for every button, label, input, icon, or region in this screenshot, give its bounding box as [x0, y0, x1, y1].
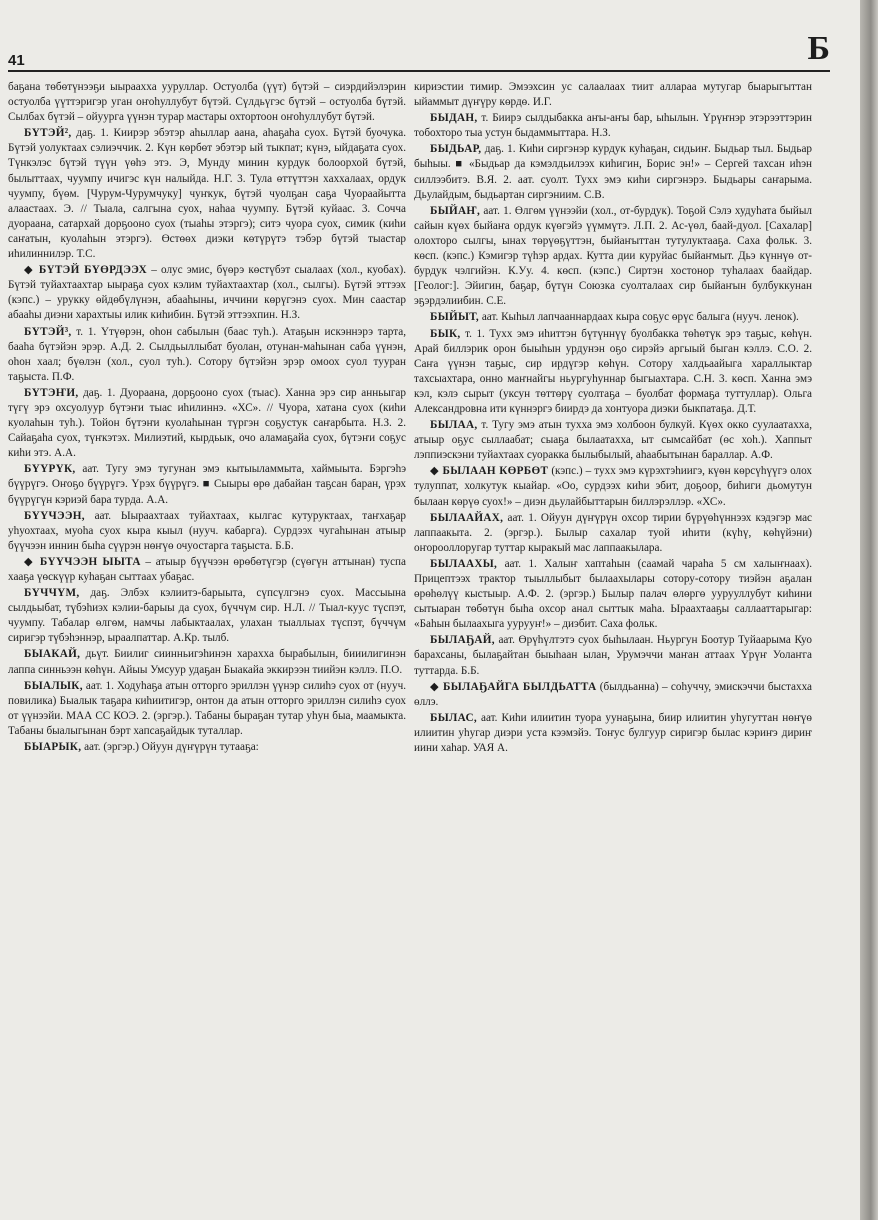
right-column: [414, 80, 812, 1210]
dictionary-entry: [414, 511, 812, 556]
phrase-entry: [414, 680, 812, 710]
entry-text: даҕ. Элбэх кэлиитэ-барыыта, сүпсүлгэнэ суох. Массыына сылдьыбат, түбэһиэх кэлии-барыы да суох, бүччүм сир. Н.Л. // Тыал-куус түспэт, чуумпу. Табалар өлгөм, намчы лабыктаалах, улахан тыаллыах түспэт, бүччүм сиригэр түбэһэннэр, ыраалпаттар. А.Кр. тылб.: [8, 587, 406, 645]
entry-headword: ◆ БҮТЭЙ БҮӨРДЭЭХ: [24, 264, 147, 277]
entry-headword: БЫАКАЙ,: [24, 648, 81, 661]
entry-headword: БЫЙАҤ,: [430, 204, 481, 217]
entry-headword: БЫК,: [430, 327, 461, 340]
entry-text: – олус эмис, бүөрэ көстүбэт сыалаах (хол., куобах). Бүтэй туйахтаахтар ыыраҕа суох кэлим туйахтаахтар (хол., сылгы). Бүтэй эттээх (кэпс.) – урукку өйдөбүлүнэн, абааһыны, иччини көрүгэнэ суох. Мин саастар абааһы диэни харахтыы илик киһибин. Бүтэй эттээхпин. Н.З.: [8, 264, 406, 322]
entry-text: аат. Киһи илиитин туора уунаҕына, биир илиитин уһугуттан нөҥүө илиитин уһугар диэри уста кээмэйэ. Тоҥус булгуур сиригэр былас кэриҥэ дириҥ иини хаһар. УАЯ А.: [414, 711, 812, 755]
entry-text: аат. Ыыраахтаах туйахтаах, кылгас кутуруктаах, таҥхаҕар уһуохтаах, муоһа суох кыра кыыл (нууч. кабарга). Сурдээх чугаһынан атыыр бүүчээн иннин быһа сүүрэн нөҥүө очуостарга таҕыста. Б.Б.: [8, 509, 406, 552]
dictionary-entry: [414, 111, 812, 141]
dictionary-entry: [8, 679, 406, 739]
entry-headword: БЫЙЫТ,: [430, 311, 480, 324]
dictionary-entry: [414, 633, 812, 678]
entry-headword: ◆ БЫЛААН КӨРБӨТ: [430, 465, 549, 478]
dictionary-entry: [414, 711, 812, 756]
dictionary-entry: [8, 80, 406, 125]
dictionary-entry: [8, 462, 406, 507]
entry-text: (кэпс.) – тухх эмэ күрэхтэһиигэ, күөн көрсүһүүгэ олох тулуппат, холкутук кыайар. «Оо, сурдээх киһи эбит, доҕоор, биһиги дьомутун былаан көрүө суох!» – диэн дьулайбыттарын биллэрэллэр. «ХС».: [414, 465, 812, 508]
entry-text: аат. Тугу эмэ тугунан эмэ кытыыламмыта, хаймыыта. Бэргэһэ бүүрүгэ. Оҥоҕо бүүрүгэ. Үрэх бүүрүгэ. ■ Сыыры өрө дабайан таҕсан баран, үрэх бүүрүгүн кэриэй бара турда. А.А.: [8, 463, 406, 506]
header-rule: [8, 70, 830, 72]
dictionary-entry: [8, 586, 406, 646]
entry-text: аат. 1. Ойуун дүҥүрүн охсор тирии бүрүөһүннээх кэдэгэр мас лаппаакыта. 2. (эргэр.). Былыр сахалар туой иһити (күһү, көһүйэни) оҥорооллоругар туттар кыракый мас лаппаакылара.: [414, 511, 812, 554]
entry-text: аат. (эргэр.) Ойуун дүҥүрүн тутааҕа:: [84, 741, 259, 754]
dictionary-entry: [8, 509, 406, 554]
phrase-entry: [414, 464, 812, 509]
entry-text: т. 1. Тухх эмэ иһиттэн бүтүннүү буолбакка төһөтүк эрэ таҕыс, көһүн. Арай биллэрик орон быыһын урдунэн оҕо сирэйэ аргыый быган кэллэ. С.О. 2. Саҥа үүнэн таҕыс, сир ирдүгэр көһүн. Сотору халдьаайыга хараллыктар тахсыахтара, онно маҥнайгы ньургуһуннар быгыахтара. С.Н. 3. көсп. Ханна эмэ кэл, кэлэ сырыт (уксун төттөрү суолтаҕа – буолбат формаҕа туттуллар). Ольга Александровна ити күннэргэ биирдэ да хонтуора диэки быкпатаҕа. Д.Т.: [414, 327, 812, 415]
entry-text: (былдьанна) – соһуччу, эмискэччи быстахха өллэ.: [414, 680, 812, 708]
entry-headword: БҮТЭҤИ,: [24, 386, 79, 399]
entry-headword: БЫЛААХЫ,: [430, 557, 498, 570]
left-column: [8, 80, 406, 1210]
entry-headword: БҮҮРҮК,: [24, 463, 76, 476]
dictionary-entry: [8, 740, 406, 755]
entry-headword: БЫЛАС,: [430, 711, 477, 724]
entry-text: т. Тугу эмэ атын тухха эмэ холбоон булкуй. Күөх окко суулаатахха, атыыр оҕус сыллаабат; сыаҕа былаатахха, ыт сымсайбат (өс хоһ.). Хаппыт лэппиэскэни туйахтаах суоракка былыбылый, аһаабытынан бараллар. А.Ф.: [414, 419, 812, 462]
entry-headword: БЫДЬАР,: [430, 143, 482, 156]
dictionary-entry: [8, 647, 406, 677]
page-header: [8, 30, 830, 70]
entry-headword: БЫЛАА,: [430, 419, 478, 432]
entry-headword: ◆ БЫЛАҔАЙГА БЫЛДЬАТТА: [430, 680, 597, 693]
dictionary-entry: [8, 386, 406, 461]
dictionary-entry: [414, 327, 812, 418]
page-edge: [860, 0, 878, 1220]
entry-text: даҕ. 1. Дуораана, дорҕооно суох (тыас). Ханна эрэ сир анньыгар түгү эрэ охсуолуур бүтэҥи тыас иһилиннэ. «ХС». // Чуора, хатана суох (киһи куолаһын туһ.). Тойон бүтэҥи куолаһынан түргэн соҕустук саҥарбыта. Н.З. 2. Сайаҕаһа суох, түҥкэтэх. Милиэтий, кырдьык, очо аламаҕайа суох, бүтэҥи соҕус киһи этэ. А.А.: [8, 386, 406, 460]
entry-text: – атыыр бүүчээн өрөбөтүгэр (сүөгүн аттынан) туспа хааҕа үөскүүр куһаҕан сыттаах убаҕас.: [8, 555, 406, 583]
entry-text: т. 1. Үтүөрэн, оһон сабылын (баас туһ.). Атаҕын искэннэрэ тарта, бааһа бүтэйэн эрэр. А.Д. 2. Сылдьыллыбат буолан, отунан-маһынан саба үүнэн, оһон хаал; бүөлэн (хол., суол туһ.). Сотору бүтэйэн эрэр омоох суол тууран таҕыста. П.Ф.: [8, 325, 406, 383]
entry-headword: БЫАРЫК,: [24, 741, 82, 754]
dictionary-entry: [414, 310, 812, 325]
phrase-entry: [8, 263, 406, 323]
entry-headword: БҮҮЧЭЭН,: [24, 509, 85, 522]
entry-headword: ◆ БҮҮЧЭЭН ЫЫТА: [24, 555, 141, 568]
entry-headword: БЫАЛЫК,: [24, 679, 83, 692]
entry-text: аат. 1. Ходуһаҕа атын отторго эриллэн үүнэр силиһэ суох от (нууч. повилика) Быалык таҕара киһиитигэр, онтон да атын отторго эриллэн силиһэ суох от үүнээйи. МАА СС КОЭ. 2. (эргэр.). Табаны быраҕан тутар уһун быа, маамыкта. Табаны быалыгынан бэрт хапсаҕайдык туталлар.: [8, 679, 406, 737]
entry-text: аат. Кыһыл лапчааннардаах кыра соҕус өрүс балыга (нууч. ленок).: [481, 311, 799, 324]
entry-headword: БЫЛАҔАЙ,: [430, 634, 495, 647]
entry-text: т. Биирэ сылдыбакка аҥы-аҥы бар, ыhылын. Үрүҥнэр этэрээттэрин тобохторо тыа устун быдаммыттара. Н.З.: [414, 112, 812, 140]
entry-text: даҕ. 1. Киирэр эбэтэр аһыллар аана, аһаҕаһа суох. Бүтэй буочука. Бүтэй уолуктаах сэлиэччик. 2. Күн көрбөт эбэтэр ый тыкпат; күнэ, ыйдаҕата суох. Түнкэлэс бүтэй түүн үөһэ этэ. Э, Мунду минин курдук болоорхой бүтэй, былыттаах, чуумпу ичигэс күн налыйда. Н.Г. 3. Тула өттүттэн хаххалаах, ордук чуумпу, бүөм. [Чурум-Чурумчуку] чуҥкук, бүтэй чуолҕан саҕа Чуораайытта алаастаах. Э. // Тыала, салгына суох, наһаа чуумпу. Бүтэй куйаас. 3. Сочча дуораана, сатархай дорҕооно суох (тыаһы этэргэ); ситэ чуора суох, симик (киһи саҥатын, куолаһын этэргэ). Өстөөх диэки көтүрүтэ тэбэр бүтэй тыастар иһилиннилэр. Т.С.: [8, 127, 406, 261]
entry-text: дьүт. Биилиг сиинньигэһинэн харахха бырабылын, бииилигинэн лаппа синньээн көһүн. Айыы Умсуур удаҕан Быакайа эккирээн тиийэн кэллэ. П.О.: [8, 648, 406, 676]
dictionary-entry: [414, 418, 812, 463]
entry-text: аат. 1. Өлгөм үүнээйи (хол., от-бурдук). Тоҕой Сэлэ худуһата быйыл сайын күөх быйаҥа ордук күөгэйэ үүммүтэ. Л.П. 2. Ас-үөл, баай-дуол. [Сахалар] олохторо сылгы, ынах төрүөҕүттэн, быйаҥыттан тутулуктааҕа. Саха фольк. 3. көсп. (кэпс.) Кэмигэр түһэр ардах. Кутта дии куруйас быйаҥмыт. Дьэ күннүө от-бурдук чэлгийэн. К.Уу. 4. көсп. (кэпс.) Сиртэн хостонор туһалаах баайдар. [Геолог:]. Эйигин, баҕар, бүтүн Союзка суолталаах сир быйаҥын булбуккунан эҕэрдэлиибин. С.Е.: [414, 204, 812, 308]
dictionary-entry: [8, 126, 406, 262]
dictionary-entry: [414, 80, 812, 110]
dictionary-entry: [414, 142, 812, 202]
page-number: 41: [8, 52, 25, 69]
entry-text: аат. 1. Халыҥ хаптаһын (саамай чараһа 5 см халыҥнаах). Прицептээх трактор тыыллыбыт былаахылары сотору-сотору тиэйэн аҕалан өрөһөлүү кыстыыр. А.Ф. 2. (эргэр.) Былыр палач өлөргө уурууллубут киһини сытыаран төбөтүн быһа охсор анал сыттык маһа. Ыраахтааҕы саллааттарыгар: «Баһын былаахыга уурууҥ!» – диэбит. Саха фольк.: [414, 557, 812, 631]
entry-text: баҕана төбөтүнээҕи ыыраахха ууруллар. Остуолба (үүт) бүтэй – сиэрдийэлэрин остуолба үүттэригэр уган оҥоһуллубут бүтэй. Сүлдьүгэс бүтэй – остуолба бүтэй. Сылбах бүтэй – ойуурга үүнэн турар мастары охтортоон оҥоһуллубут бүтэй.: [8, 81, 406, 124]
dictionary-entry: [414, 557, 812, 632]
entry-headword: БҮТЭЙ²,: [24, 127, 72, 140]
entry-text: даҕ. 1. Киһи сиргэнэр курдук куһаҕан, сидьиҥ. Быдьар тыл. Быдьар быһыы. ■ «Быдьар да кэмэлдьилээх киһигин, Борис эн!» – Сергей тахсан иһэн силлээбитэ. В.Я. 2. аат. суолт. Тухх эмэ киһи сиргэнэрэ. Быдьары саҥарыма. Дьулайдым, быдьартан сиргэниим. С.В.: [414, 143, 812, 201]
entry-headword: БЫЛААЙАХ,: [430, 511, 504, 524]
dictionary-entry: [8, 325, 406, 385]
phrase-entry: [8, 555, 406, 585]
entry-text: кириэстии тимир. Эмээхсин ус салаалаах тиит аллараа мутугар быарыгыттан ыйаммыт дүҥүру көрдө. И.Г.: [414, 81, 812, 109]
entry-headword: БҮТЭЙ³,: [24, 325, 72, 338]
entry-text: аат. Өрүһүлтэтэ суох быһылаан. Ньургун Боотур Туйаарыма Куо барахсаны, былаҕайтан быыһаан ылан, Урумэччи маҥан аттаах Үрүҥ Уолаҥга туттарда. Б.Б.: [414, 634, 812, 677]
entry-headword: БҮЧЧҮМ,: [24, 587, 80, 600]
entry-headword: БЫДАН,: [430, 112, 478, 125]
dictionary-entry: [414, 204, 812, 310]
section-letter: Б: [807, 30, 830, 67]
